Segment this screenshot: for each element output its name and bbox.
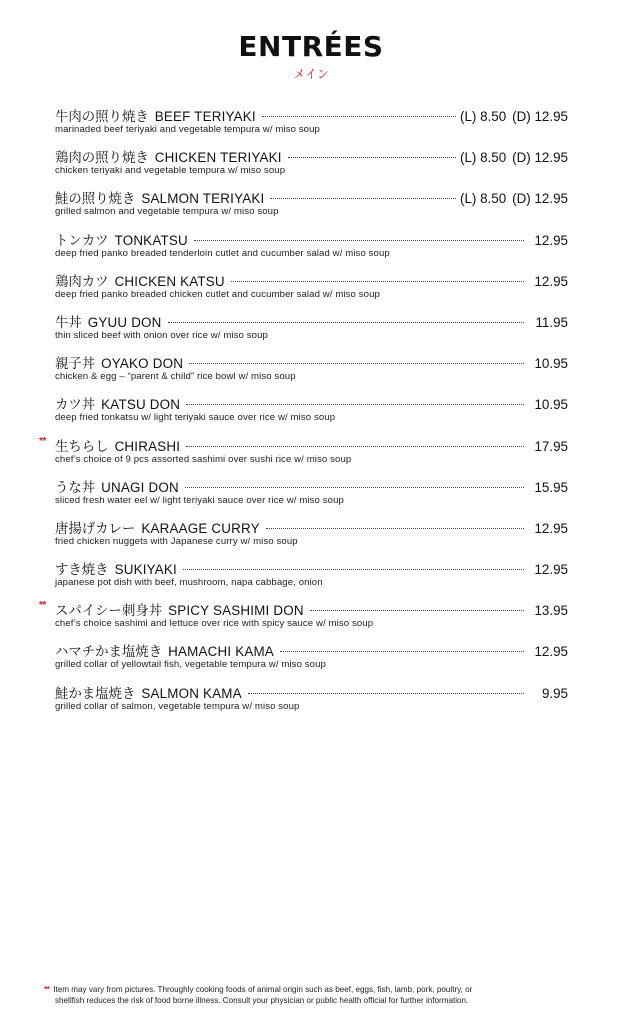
item-description: grilled collar of salmon, vegetable tempura w/ miso soup	[55, 700, 300, 712]
dot-leader	[270, 198, 456, 199]
menu-item	[0, 436, 622, 477]
item-name-japanese: 牛丼	[55, 314, 82, 330]
menu-item-row	[55, 477, 568, 495]
item-name-japanese: 唐揚げカレー	[55, 520, 136, 536]
item-description: fried chicken nuggets with Japanese curry w/ miso soup	[55, 535, 298, 547]
menu-item	[0, 312, 622, 353]
menu-item	[0, 188, 622, 229]
item-description: chicken teriyaki and vegetable tempura w/ miso soup	[55, 165, 286, 177]
item-name-english: SALMON KAMA	[141, 685, 242, 701]
dot-leader	[168, 322, 524, 323]
dot-leader	[280, 651, 524, 652]
item-name-english: CHICKEN TERIYAKI	[154, 150, 282, 166]
footer-disclaimer	[44, 984, 584, 1006]
price-dinner: (D) 12.95	[512, 109, 568, 124]
item-description: grilled collar of yellowtail fish, vegetable tempura w/ miso soup	[55, 659, 326, 671]
price: 15.95	[534, 479, 568, 495]
page-subtitle-japanese: メイン	[293, 67, 329, 81]
menu-item	[0, 147, 622, 188]
menu-item	[0, 641, 622, 682]
item-name-japanese: 生ちらし	[55, 438, 109, 454]
item-name-english: SPICY SASHIMI DON	[168, 603, 304, 619]
menu-item	[0, 600, 622, 641]
dot-leader	[186, 404, 524, 405]
price: 12.95	[534, 520, 568, 536]
item-name-japanese: すき焼き	[55, 562, 109, 578]
dot-leader	[266, 528, 524, 529]
menu-item-row	[55, 518, 568, 536]
price-lunch: (L) 8.50	[460, 150, 507, 166]
dot-leader	[194, 240, 524, 241]
item-name-japanese: スパイシー刺身丼	[55, 603, 163, 619]
dot-leader	[183, 569, 524, 570]
item-description: deep fried panko breaded tenderloin cutlet and cucumber salad w/ miso soup	[55, 247, 390, 259]
item-name-english: SUKIYAKI	[114, 562, 177, 578]
item-description: grilled salmon and vegetable tempura w/ miso soup	[55, 206, 279, 218]
price: 12.95	[534, 232, 568, 248]
menu-item	[0, 394, 622, 435]
menu-item	[0, 271, 622, 312]
menu-item-row	[55, 230, 568, 248]
item-name-japanese: 鮭かま塩焼き	[55, 685, 136, 701]
item-description: sliced fresh water eel w/ light teriyaki sauce over rice w/ miso soup	[55, 494, 344, 506]
item-name-english: UNAGI DON	[101, 479, 179, 495]
dot-leader	[310, 610, 524, 611]
menu-item-row	[55, 394, 568, 412]
item-name-japanese: ハマチかま塩焼き	[55, 644, 163, 660]
menu-item-row	[55, 353, 568, 371]
item-name-english: OYAKO DON	[101, 356, 184, 372]
price-dinner: (D) 12.95	[512, 150, 568, 166]
item-name-english: CHICKEN KATSU	[114, 273, 225, 289]
item-name-japanese: 牛肉の照り焼き	[55, 109, 149, 124]
menu-item	[0, 477, 622, 518]
price: 12.95	[534, 273, 568, 289]
footer-line-2: shellfish reduces the risk of food borne illness. Consult your physician or public health official for further information.	[55, 996, 469, 1005]
footer-text-1: Item may vary from pictures. Throughly cooking foods of animal origin such as beef, eggs, fish, lamb, pork, poultry, or	[53, 985, 473, 994]
dot-leader	[189, 363, 524, 364]
price-lunch: (L) 8.50	[460, 191, 507, 207]
menu-item-row	[55, 559, 568, 577]
item-name-english: TONKATSU	[114, 232, 188, 248]
item-description: chef’s choice sashimi and lettuce over rice with spicy sauce w/ miso soup	[55, 618, 374, 630]
menu-item-row	[55, 641, 568, 659]
menu-item	[0, 518, 622, 559]
item-name-english: HAMACHI KAMA	[168, 644, 274, 660]
menu-item-row	[55, 312, 568, 330]
item-description: chicken & egg – “parent & child” rice bowl w/ miso soup	[55, 371, 296, 383]
dot-leader	[231, 281, 524, 282]
footer-line-1	[44, 984, 584, 995]
dot-leader	[288, 157, 456, 158]
page-header	[0, 30, 622, 82]
dot-leader	[248, 693, 524, 694]
item-name-japanese: カツ丼	[55, 397, 96, 413]
menu-item	[0, 230, 622, 271]
dot-leader	[185, 487, 524, 488]
item-name-english: SALMON TERIYAKI	[141, 191, 265, 207]
menu-item-row	[55, 436, 568, 454]
menu-item-row	[55, 600, 568, 618]
menu-item-row	[55, 147, 568, 165]
item-name-english: CHIRASHI	[114, 438, 181, 454]
menu-item	[0, 559, 622, 600]
item-name-japanese: トンカツ	[55, 232, 109, 248]
menu-item-row	[55, 106, 568, 124]
menu-item-row	[55, 271, 568, 289]
item-name-english: KATSU DON	[101, 397, 181, 413]
item-description: deep fried panko breaded chicken cutlet and cucumber salad w/ miso soup	[55, 288, 380, 300]
asterisk-marker: **	[39, 600, 46, 612]
menu-item	[0, 683, 622, 724]
item-name-english: GYUU DON	[87, 314, 162, 330]
item-description: marinaded beef teriyaki and vegetable tempura w/ miso soup	[55, 124, 320, 135]
price: 12.95	[534, 562, 568, 578]
item-description: thin sliced beef with onion over rice w/ miso soup	[55, 329, 268, 341]
item-name-japanese: 鶏肉カツ	[55, 273, 109, 289]
menu-item-row	[55, 683, 568, 701]
menu-item	[0, 106, 622, 147]
asterisk-marker: **	[39, 435, 46, 447]
item-description: chef’s choice of 9 pcs assorted sashimi over sushi rice w/ miso soup	[55, 453, 352, 465]
asterisk-marker: **	[44, 985, 50, 994]
menu-item-row	[55, 188, 568, 206]
item-description: deep fried tonkatsu w/ light teriyaki sauce over rice w/ miso soup	[55, 412, 336, 424]
price: 10.95	[534, 397, 568, 413]
item-name-japanese: 鮭の照り焼き	[55, 191, 136, 207]
price: 10.95	[534, 356, 568, 372]
price: 12.95	[534, 644, 568, 660]
item-name-japanese: 親子丼	[55, 356, 96, 372]
price-dinner: (D) 12.95	[512, 191, 568, 207]
price: 17.95	[534, 438, 568, 454]
price: 13.95	[534, 603, 568, 619]
item-description: japanese pot dish with beef, mushroom, napa cabbage, onion	[55, 577, 323, 589]
item-name-english: KARAAGE CURRY	[141, 520, 260, 536]
menu-list	[0, 106, 622, 724]
dot-leader	[262, 116, 456, 117]
menu-item	[0, 353, 622, 394]
item-name-japanese: 鶏肉の照り焼き	[55, 150, 149, 166]
page-title: ENTRÉES	[238, 30, 384, 63]
item-name-english: BEEF TERIYAKI	[154, 109, 256, 124]
price-lunch: (L) 8.50	[460, 109, 507, 124]
item-name-japanese: うな丼	[55, 479, 96, 495]
price: 9.95	[541, 685, 568, 701]
dot-leader	[186, 446, 524, 447]
price: 11.95	[535, 314, 568, 330]
